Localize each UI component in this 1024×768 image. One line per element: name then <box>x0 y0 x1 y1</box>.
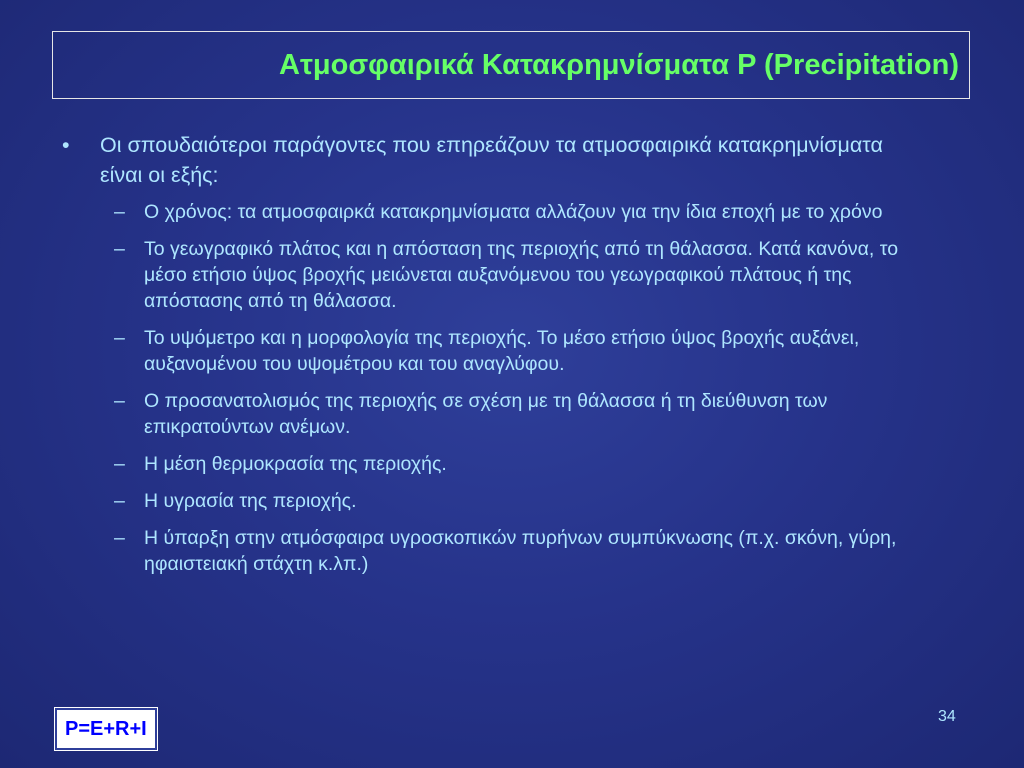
dash-mark: – <box>114 390 125 412</box>
dash-mark: – <box>114 490 125 512</box>
sub-item-text: Ο χρόνος: τα ατμοσφαιρκά κατακρημνίσματα αλλάζουν για την ίδια εποχή με το χρόνο <box>144 201 883 223</box>
sub-item-text: Ο προσανατολισμός της περιοχής σε σχέση με τη θάλασσα ή τη διεύθυνση των επικρατούντων ανέμων. <box>144 390 828 438</box>
dash-mark: – <box>114 327 125 349</box>
dash-mark: – <box>114 201 125 223</box>
dash-mark: – <box>114 238 125 260</box>
formula-box: P=E+R+I <box>55 708 157 750</box>
sub-item <box>114 236 960 314</box>
sub-item-text: Η ύπαρξη στην ατμόσφαιρα υγροσκοπικών πυρήνων συμπύκνωσης (π.χ. σκόνη, γύρη, ηφαιστειακή στάχτη κ.λπ.) <box>144 527 897 575</box>
sub-item <box>114 451 960 477</box>
slide-content <box>60 130 960 588</box>
sub-item <box>114 388 960 440</box>
sub-item-text: Το γεωγραφικό πλάτος και η απόσταση της περιοχής από τη θάλασσα. Κατά κανόνα, το μέσο ετήσιο ύψος βροχής μειώνεται αυξανόμενου του γεωγραφικού πλάτους ή της απόστασης από τη θάλασσα. <box>144 238 899 312</box>
sub-item <box>114 325 960 377</box>
main-bullet-text: Οι σπουδαιότεροι παράγοντες που επηρεάζουν τα ατμοσφαιρικά κατακρημνίσματα είναι οι εξής: <box>100 133 883 187</box>
page-number: 34 <box>938 708 956 725</box>
title-box <box>52 31 970 99</box>
sub-item <box>114 525 960 577</box>
sub-item <box>114 199 960 225</box>
sub-item-text: Η μέση θερμοκρασία της περιοχής. <box>144 453 447 475</box>
main-bullet <box>60 130 960 190</box>
sub-item <box>114 488 960 514</box>
dash-mark: – <box>114 453 125 475</box>
sub-item-text: Η υγρασία της περιοχής. <box>144 490 357 512</box>
dash-mark: – <box>114 527 125 549</box>
sub-item-text: Το υψόμετρο και η μορφολογία της περιοχής. Το μέσο ετήσιο ύψος βροχής αυξάνει, αυξανομένου του υψομέτρου και του αναγλύφου. <box>144 327 860 375</box>
slide-title: Ατμοσφαιρικά Κατακρημνίσματα P (Precipitation) <box>279 48 959 81</box>
bullet-mark: • <box>62 133 70 157</box>
